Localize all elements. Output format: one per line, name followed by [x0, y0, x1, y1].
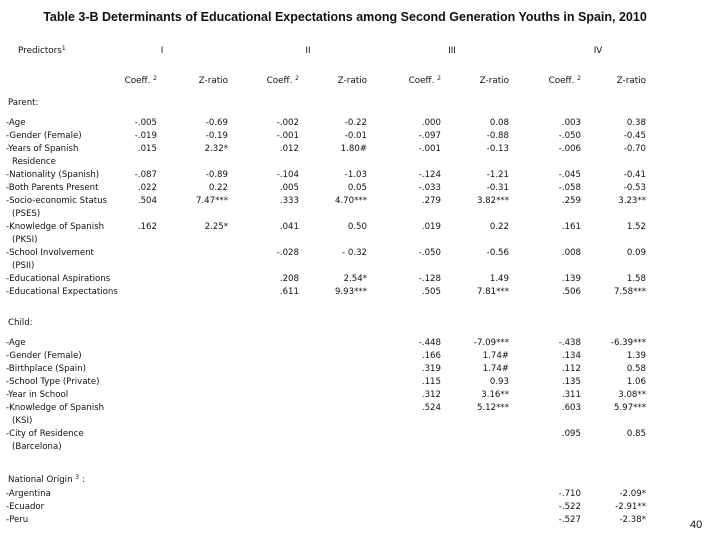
zratio-cell: -0.56 — [486, 248, 509, 258]
coeff-cell: -.033 — [418, 183, 441, 193]
coeff-cell: .019 — [421, 222, 441, 232]
coeff-column-header — [381, 75, 441, 87]
zratio-cell: 3.23** — [618, 196, 646, 206]
zratio-cell: 0.22 — [208, 183, 228, 193]
coeff-column-header — [521, 75, 581, 87]
predictor-label: -Years of Spanish — [6, 144, 79, 154]
section-label — [8, 317, 33, 329]
zratio-column-header: Z-ratio — [337, 76, 367, 86]
coeff-cell: -.527 — [558, 515, 581, 525]
coeff-cell: .259 — [561, 196, 581, 206]
zratio-cell: 0.38 — [626, 118, 646, 128]
model-header: IV — [593, 46, 603, 56]
coeff-cell: .012 — [279, 144, 299, 154]
zratio-cell: 1.74# — [482, 364, 509, 374]
coeff-cell: -.124 — [418, 170, 441, 180]
model-header: III — [448, 46, 456, 56]
model-header: II — [305, 46, 311, 56]
zratio-cell: -0.41 — [623, 170, 646, 180]
zratio-cell: 2.54* — [343, 274, 367, 284]
zratio-cell: 4.70*** — [334, 196, 367, 206]
coeff-cell: .115 — [421, 377, 441, 387]
coeff-cell: .319 — [421, 364, 441, 374]
zratio-cell: 7.58*** — [613, 287, 646, 297]
coeff-label: Coeff. — [266, 76, 293, 86]
predictor-label: -Year in School — [6, 390, 69, 400]
predictor-label: -Ecuador — [6, 502, 45, 512]
predictor-label: -Socio-economic Status — [6, 196, 108, 206]
zratio-cell: - 0.32 — [342, 248, 367, 258]
coeff-cell: -.050 — [558, 131, 581, 141]
zratio-column-header: Z-ratio — [479, 76, 509, 86]
coeff-cell: .003 — [561, 118, 581, 128]
predictor-label: -Both Parents Present — [6, 183, 99, 193]
coeff-cell: .611 — [279, 287, 299, 297]
zratio-cell: -7.09*** — [473, 338, 509, 348]
model-header: I — [160, 46, 164, 56]
coeff-cell: -.002 — [276, 118, 299, 128]
zratio-cell: 7.81*** — [476, 287, 509, 297]
coeff-cell: .279 — [421, 196, 441, 206]
zratio-cell: -0.19 — [205, 131, 228, 141]
zratio-cell: 5.97*** — [613, 403, 646, 413]
coeff-cell: .311 — [561, 390, 581, 400]
predictor-label: -Gender (Female) — [6, 351, 82, 361]
predictor-label: -School Involvement — [6, 248, 94, 258]
coeff-column-header — [97, 75, 157, 87]
zratio-cell: 0.85 — [626, 429, 646, 439]
predictor-label-continuation: (PSES) — [12, 209, 41, 219]
zratio-cell: -2.09* — [619, 489, 646, 499]
zratio-cell: 0.09 — [626, 248, 646, 258]
predictor-label: -Argentina — [6, 489, 51, 499]
coeff-cell: -.058 — [558, 183, 581, 193]
zratio-cell: 0.08 — [489, 118, 509, 128]
coeff-cell: -.104 — [276, 170, 299, 180]
zratio-cell: -1.03 — [344, 170, 367, 180]
coeff-cell: .505 — [421, 287, 441, 297]
zratio-cell: -0.69 — [205, 118, 228, 128]
coeff-cell: .112 — [561, 364, 581, 374]
predictor-label: -Birthplace (Spain) — [6, 364, 86, 374]
coeff-cell: -.710 — [558, 489, 581, 499]
predictor-label: -Educational Aspirations — [6, 274, 111, 284]
predictor-label: -Peru — [6, 515, 29, 525]
zratio-cell: -0.89 — [205, 170, 228, 180]
coeff-label: Coeff. — [408, 76, 435, 86]
coeff-cell: .312 — [421, 390, 441, 400]
zratio-cell: -0.31 — [486, 183, 509, 193]
zratio-cell: 2.32* — [204, 144, 228, 154]
zratio-cell: 3.82*** — [476, 196, 509, 206]
page-number: 40 — [690, 519, 703, 531]
coeff-footnote-marker: 2 — [295, 75, 299, 82]
coeff-cell: -.001 — [418, 144, 441, 154]
coeff-cell: -.448 — [418, 338, 441, 348]
coeff-cell: -.001 — [276, 131, 299, 141]
zratio-cell: -0.45 — [623, 131, 646, 141]
coeff-cell: .161 — [561, 222, 581, 232]
coeff-cell: .504 — [137, 196, 157, 206]
coeff-cell: .333 — [279, 196, 299, 206]
section-label-text: National Origin — [8, 475, 73, 485]
zratio-cell: 1.49 — [489, 274, 509, 284]
coeff-label: Coeff. — [548, 76, 575, 86]
coeff-column-header — [239, 75, 299, 87]
predictor-label: -City of Residence — [6, 429, 84, 439]
zratio-cell: 9.93*** — [334, 287, 367, 297]
coeff-cell: .139 — [561, 274, 581, 284]
coeff-cell: .162 — [137, 222, 157, 232]
coeff-cell: -.005 — [134, 118, 157, 128]
coeff-cell: .015 — [137, 144, 157, 154]
predictor-label: -Age — [6, 118, 26, 128]
zratio-cell: -0.88 — [486, 131, 509, 141]
zratio-cell: 0.22 — [489, 222, 509, 232]
zratio-cell: -1.21 — [486, 170, 509, 180]
coeff-cell: .005 — [279, 183, 299, 193]
coeff-cell: .000 — [421, 118, 441, 128]
section-label-suffix: : — [81, 475, 85, 485]
coeff-footnote-marker: 2 — [577, 75, 581, 82]
zratio-cell: 1.74# — [482, 351, 509, 361]
coeff-cell: .524 — [421, 403, 441, 413]
coeff-label: Coeff. — [124, 76, 151, 86]
coeff-cell: -.050 — [418, 248, 441, 258]
section-label-text: Child: — [8, 318, 33, 328]
section-label — [8, 474, 85, 486]
zratio-cell: 0.58 — [626, 364, 646, 374]
coeff-cell: -.438 — [558, 338, 581, 348]
predictor-label-continuation: (PSII) — [12, 261, 35, 271]
table-title: Table 3-B Determinants of Educational Expectations among Second Generation Youths in Spain, 2010 — [43, 10, 647, 24]
section-label — [8, 97, 38, 109]
coeff-cell: .041 — [279, 222, 299, 232]
coeff-cell: -.006 — [558, 144, 581, 154]
coeff-cell: -.522 — [558, 502, 581, 512]
zratio-cell: 5.12*** — [476, 403, 509, 413]
zratio-cell: -2.91** — [615, 502, 646, 512]
coeff-cell: -.019 — [134, 131, 157, 141]
predictor-label: -Age — [6, 338, 26, 348]
zratio-cell: -0.70 — [623, 144, 646, 154]
coeff-cell: .135 — [561, 377, 581, 387]
zratio-cell: 7.47*** — [195, 196, 228, 206]
coeff-cell: .022 — [137, 183, 157, 193]
predictor-label-continuation: (Barcelona) — [12, 442, 62, 452]
predictor-label-continuation: (KSI) — [12, 416, 33, 426]
coeff-footnote-marker: 2 — [153, 75, 157, 82]
coeff-cell: .134 — [561, 351, 581, 361]
zratio-cell: -6.39*** — [610, 338, 646, 348]
zratio-cell: 0.05 — [347, 183, 367, 193]
coeff-cell: -.087 — [134, 170, 157, 180]
zratio-cell: 3.16** — [481, 390, 509, 400]
coeff-cell: .208 — [279, 274, 299, 284]
zratio-cell: -0.01 — [344, 131, 367, 141]
zratio-cell: -0.13 — [486, 144, 509, 154]
coeff-cell: .166 — [421, 351, 441, 361]
predictor-label: -Gender (Female) — [6, 131, 82, 141]
zratio-cell: 2.25* — [204, 222, 228, 232]
coeff-cell: -.128 — [418, 274, 441, 284]
coeff-cell: .008 — [561, 248, 581, 258]
zratio-column-header: Z-ratio — [198, 76, 228, 86]
zratio-cell: -0.22 — [344, 118, 367, 128]
coeff-cell: .506 — [561, 287, 581, 297]
zratio-cell: 0.50 — [347, 222, 367, 232]
zratio-cell: 1.06 — [626, 377, 646, 387]
zratio-cell: 1.39 — [626, 351, 646, 361]
predictor-label: -Knowledge of Spanish — [6, 222, 105, 232]
predictor-label-continuation: Residence — [12, 157, 56, 167]
zratio-cell: 0.93 — [489, 377, 509, 387]
coeff-cell: -.028 — [276, 248, 299, 258]
predictor-label: -Educational Expectations — [6, 287, 118, 297]
predictors-label: Predictors — [18, 46, 62, 56]
zratio-cell: 1.80# — [340, 144, 367, 154]
zratio-cell: 3.08** — [618, 390, 646, 400]
coeff-cell: -.097 — [418, 131, 441, 141]
zratio-cell: -2.38* — [619, 515, 646, 525]
predictors-footnote-marker: 1 — [61, 45, 66, 52]
zratio-cell: 1.52 — [626, 222, 646, 232]
zratio-cell: 1.58 — [626, 274, 646, 284]
coeff-cell: .603 — [561, 403, 581, 413]
predictors-header — [18, 45, 66, 57]
zratio-cell: -0.53 — [623, 183, 646, 193]
predictor-label: -School Type (Private) — [6, 377, 100, 387]
section-label-text: Parent: — [8, 98, 39, 108]
zratio-column-header: Z-ratio — [616, 76, 646, 86]
predictor-label-continuation: (PKSI) — [12, 235, 38, 245]
predictor-label: -Knowledge of Spanish — [6, 403, 105, 413]
section-footnote-marker: 3 — [75, 474, 80, 481]
coeff-cell: -.045 — [558, 170, 581, 180]
coeff-cell: .095 — [561, 429, 581, 439]
predictor-label: -Nationality (Spanish) — [6, 170, 100, 180]
coeff-footnote-marker: 2 — [437, 75, 441, 82]
